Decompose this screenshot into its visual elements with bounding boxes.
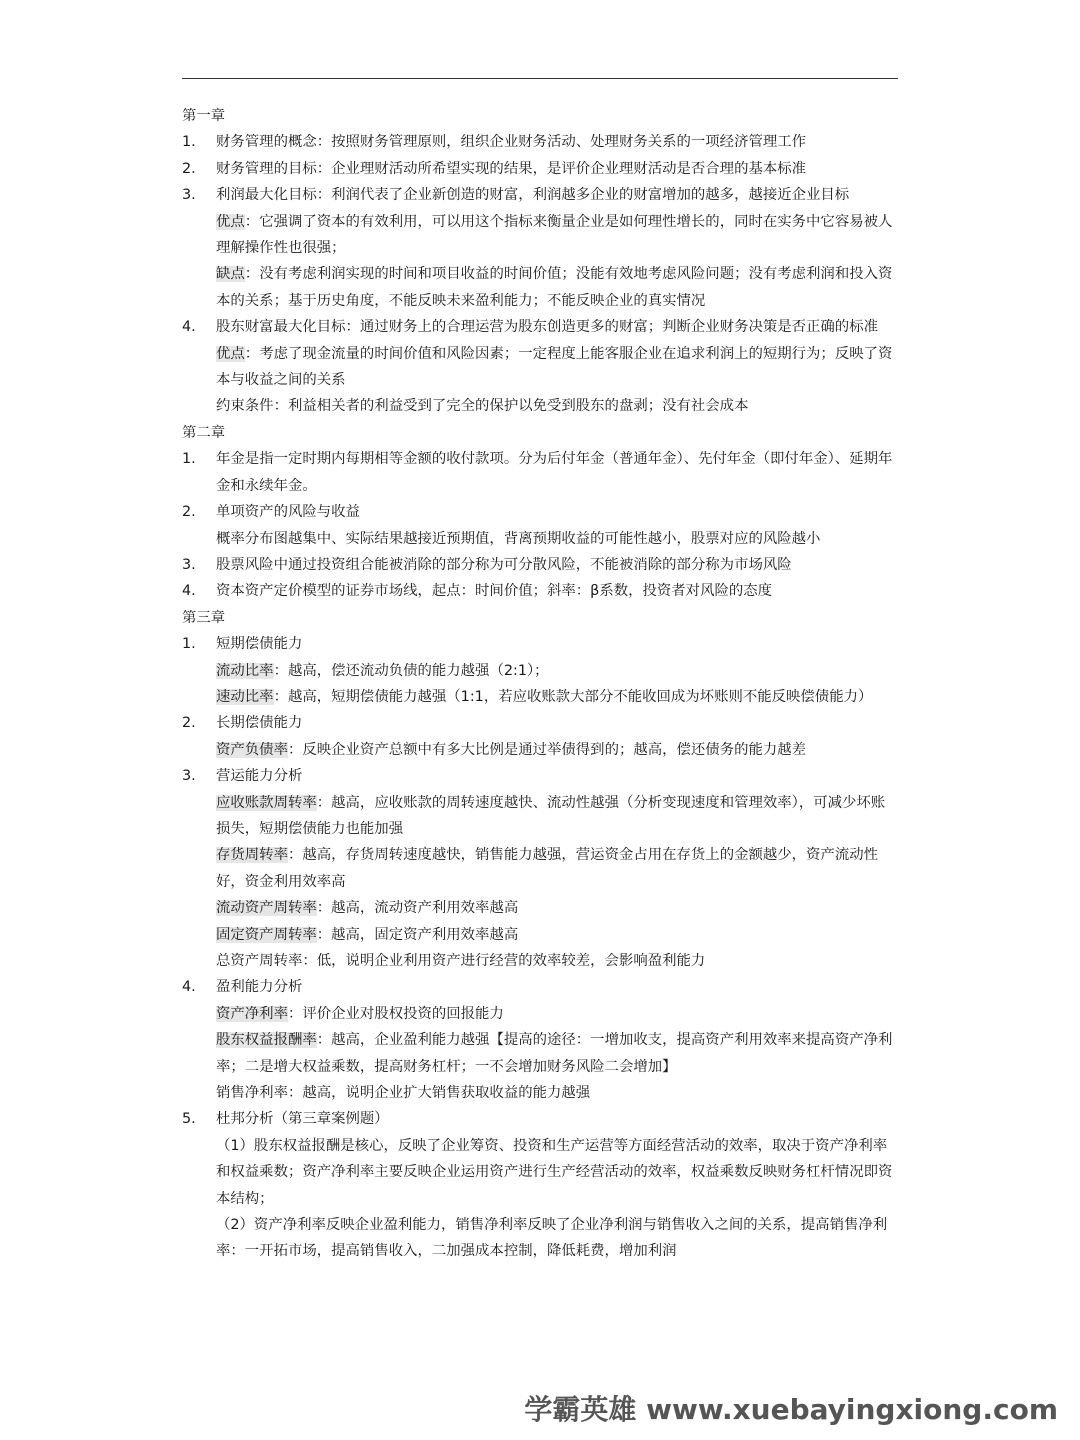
list-item [182, 1106, 898, 1132]
item-detail [182, 684, 898, 710]
item-detail [182, 1027, 898, 1080]
list-item [182, 446, 898, 499]
highlight-term: 存货周转率 [216, 847, 288, 864]
dupont-point-2: （2）资产净利率反映企业盈利能力，销售净利率反映了企业净利润与销售收入之间的关系，提高销售净利率：一开拓市场，提高销售收入，二加强成本控制，降低耗费，增加利润 [216, 1217, 888, 1260]
item-detail: 约束条件：利益相关者的利益受到了完全的保护以免受到股东的盘剥；没有社会成本 [216, 398, 749, 415]
highlight-term: 股东权益报酬率 [216, 1032, 317, 1049]
item-text: 短期偿债能力 [216, 636, 303, 653]
item-text: 单项资产的风险与收益 [216, 504, 360, 521]
highlight-term: 应收账款周转率 [216, 794, 317, 811]
item-text: 长期偿债能力 [216, 715, 303, 732]
detail-text: ：越高，流动资产利用效率越高 [316, 900, 519, 917]
item-number: 1. [182, 636, 196, 653]
footer-watermark: 学霸英雄 www.xuebayingxiong.com [524, 1393, 1058, 1426]
item-text: 营运能力分析 [216, 768, 303, 785]
list-item [182, 499, 898, 525]
document-page [182, 0, 898, 1440]
highlight-term: 流动比率 [216, 662, 274, 679]
item-number: 1. [182, 134, 196, 151]
highlight-term: 速动比率 [216, 688, 274, 705]
item-detail [182, 842, 898, 895]
item-text: 财务管理的概念：按照财务管理原则，组织企业财务活动、处理财务关系的一项经济管理工作 [216, 134, 807, 151]
item-number: 5. [182, 1111, 196, 1128]
item-text: 杜邦分析（第三章案例题） [216, 1111, 389, 1128]
item-number: 2. [182, 715, 196, 732]
item-number: 3. [182, 556, 196, 573]
detail-text: ：考虑了现金流量的时间价值和风险因素；一定程度上能客服企业在追求利润上的短期行为；反映了资本与收益之间的关系 [216, 345, 893, 389]
list-item [182, 974, 898, 1000]
item-detail [182, 341, 898, 394]
detail-text: ：越高，企业盈利能力越强【提高的途径：一增加收支，提高资产利用效率来提高资产净利率；二是增大权益乘数，提高财务杠杆；一不会增加财务风险二会增加】 [216, 1032, 893, 1075]
highlight-term: 资产负债率 [216, 741, 288, 758]
item-detail [182, 209, 898, 262]
item-number: 2. [182, 160, 196, 177]
list-item [182, 631, 898, 657]
item-number: 3. [182, 768, 196, 785]
item-detail [182, 737, 898, 763]
highlight-term: 流动资产周转率 [216, 900, 317, 917]
highlight-term: 优点 [216, 345, 245, 362]
item-number: 4. [182, 979, 196, 996]
item-number: 4. [182, 319, 196, 336]
list-item [182, 710, 898, 736]
item-number: 4. [182, 583, 196, 600]
dupont-point-1: （1）股东权益报酬是核心，反映了企业筹资、投资和生产运营等方面经营活动的效率，取决于资产净利率和权益乘数；资产净利率主要反映企业运用资产进行生产经营活动的效率，权益乘数反映财务杠杆情况即资本结构； [216, 1137, 893, 1207]
detail-text: ：没有考虑利润实现的时间和项目收益的时间价值；没能有效地考虑风险问题；没有考虑利润和投入资本的关系；基于历史角度，不能反映未来盈利能力；不能反映企业的真实情况 [216, 266, 893, 309]
item-number: 2. [182, 504, 196, 521]
highlight-term: 缺点 [216, 266, 245, 283]
item-number: 3. [182, 187, 196, 204]
list-item [182, 156, 898, 182]
list-item [182, 182, 898, 208]
item-text: 盈利能力分析 [216, 979, 303, 996]
chapter-3-title: 第三章 [182, 609, 226, 626]
detail-text: ：它强调了资本的有效利用，可以用这个指标来衡量企业是如何理性增长的，同时在实务中它容易被人理解操作性也很强； [216, 213, 893, 257]
document-body [182, 103, 898, 1265]
item-detail [182, 922, 898, 948]
detail-text: ：反映企业资产总额中有多大比例是通过举债得到的；越高，偿还债务的能力越差 [287, 741, 807, 758]
list-item [182, 129, 898, 155]
item-text: 年金是指一定时期内每期相等金额的收付款项。分为后付年金（普通年金）、先付年金（即付年金）、延期年金和永续年金。 [216, 451, 893, 494]
item-detail [182, 658, 898, 684]
item-number: 1. [182, 451, 196, 468]
item-text: 资本资产定价模型的证券市场线，起点：时间价值；斜率：β系数，投资者对风险的态度 [216, 583, 773, 600]
item-detail [182, 790, 898, 843]
header-rule [182, 78, 898, 79]
item-detail: 概率分布图越集中、实际结果越接近预期值，背离预期收益的可能性越小，股票对应的风险越小 [216, 530, 821, 547]
detail-text: ：越高，固定资产利用效率越高 [316, 926, 519, 943]
item-detail [182, 261, 898, 314]
item-detail: 总资产周转率：低，说明企业利用资产进行经营的效率较差，会影响盈利能力 [216, 953, 706, 969]
item-detail [182, 1001, 898, 1027]
chapter-1-title: 第一章 [182, 108, 226, 124]
item-text: 财务管理的目标：企业理财活动所希望实现的结果，是评价企业理财活动是否合理的基本标准 [216, 160, 807, 177]
item-detail [182, 895, 898, 921]
item-detail: 销售净利率：越高，说明企业扩大销售获取收益的能力越强 [216, 1085, 591, 1102]
detail-text: ：评价企业对股权投资的回报能力 [287, 1005, 504, 1022]
detail-text: ：越高，应收账款的周转速度越快、流动性越强（分析变现速度和管理效率），可减少坏账损失，短期偿债能力也能加强 [216, 794, 886, 837]
detail-text: ：越高，存货周转速度越快，销售能力越强，营运资金占用在存货上的金额越少，资产流动性好，资金利用效率高 [216, 847, 878, 890]
highlight-term: 资产净利率 [216, 1005, 288, 1022]
chapter-2-title: 第二章 [182, 424, 226, 441]
list-item [182, 578, 898, 604]
detail-text: ：越高，偿还流动负债的能力越强（2:1）； [273, 662, 549, 679]
detail-text: ：越高，短期偿债能力越强（1:1，若应收账款大部分不能收回成为坏账则不能反映偿债能力） [273, 688, 873, 705]
list-item [182, 314, 898, 340]
highlight-term: 优点 [216, 213, 245, 230]
list-item [182, 763, 898, 789]
highlight-term: 固定资产周转率 [216, 926, 317, 943]
item-text: 股东财富最大化目标：通过财务上的合理运营为股东创造更多的财富；判断企业财务决策是否正确的标准 [216, 319, 878, 336]
list-item [182, 552, 898, 578]
item-text: 股票风险中通过投资组合能被消除的部分称为可分散风险，不能被消除的部分称为市场风险 [216, 556, 792, 573]
item-text: 利润最大化目标：利润代表了企业新创造的财富，利润越多企业的财富增加的越多，越接近企业目标 [216, 187, 850, 204]
